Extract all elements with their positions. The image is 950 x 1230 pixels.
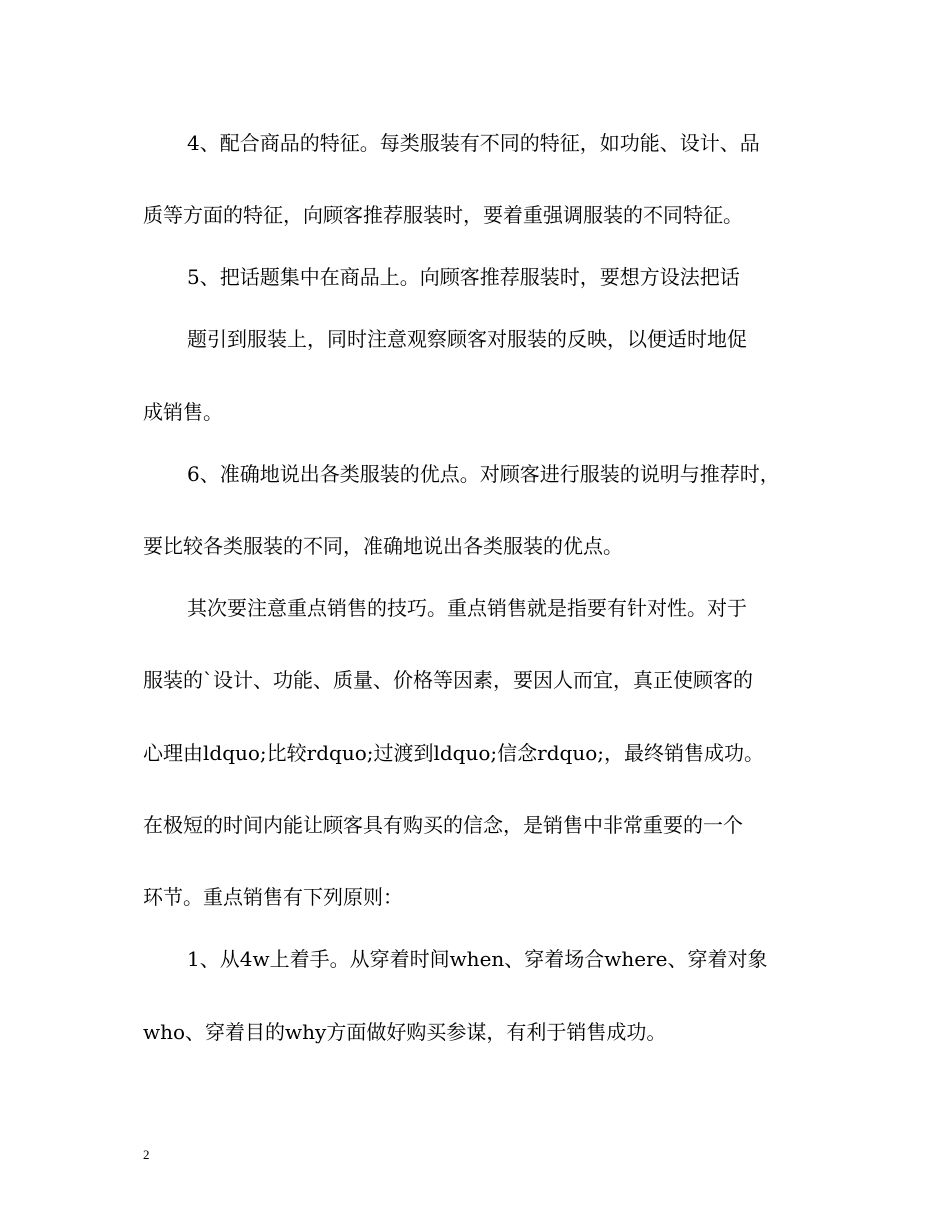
paragraph-line: 题引到服装上，同时注意观察顾客对服装的反映，以便适时地促: [187, 327, 747, 351]
paragraph-line: 心理由ldquo;比较rdquo;过渡到ldquo;信念rdquo;，最终销售成功。: [143, 741, 764, 765]
paragraph-line: 4、配合商品的特征。每类服装有不同的特征，如功能、设计、品: [187, 131, 760, 155]
paragraph-line: 1、从4w上着手。从穿着时间when、穿着场合where、穿着对象: [187, 947, 768, 971]
paragraph-line: 质等方面的特征，向顾客推荐服装时，要着重强调服装的不同特征。: [143, 203, 743, 227]
paragraph-line: 环节。重点销售有下列原则：: [143, 885, 403, 909]
paragraph-line: 在极短的时间内能让顾客具有购买的信念，是销售中非常重要的一个: [143, 813, 743, 837]
paragraph-line: 要比较各类服装的不同，准确地说出各类服装的优点。: [143, 534, 623, 558]
paragraph-line: who、穿着目的why方面做好购买参谋，有利于销售成功。: [143, 1020, 667, 1044]
paragraph-line: 服装的`设计、功能、质量、价格等因素，要因人而宜，真正使顾客的: [143, 668, 753, 692]
page-number: 2: [143, 1147, 150, 1162]
paragraph-line: 6、准确地说出各类服装的优点。对顾客进行服装的说明与推荐时，: [187, 462, 780, 486]
paragraph-line: 5、把话题集中在商品上。向顾客推荐服装时，要想方设法把话: [187, 265, 740, 289]
paragraph-line: 成销售。: [143, 400, 223, 424]
paragraph-line: 其次要注意重点销售的技巧。重点销售就是指要有针对性。对于: [187, 596, 747, 620]
